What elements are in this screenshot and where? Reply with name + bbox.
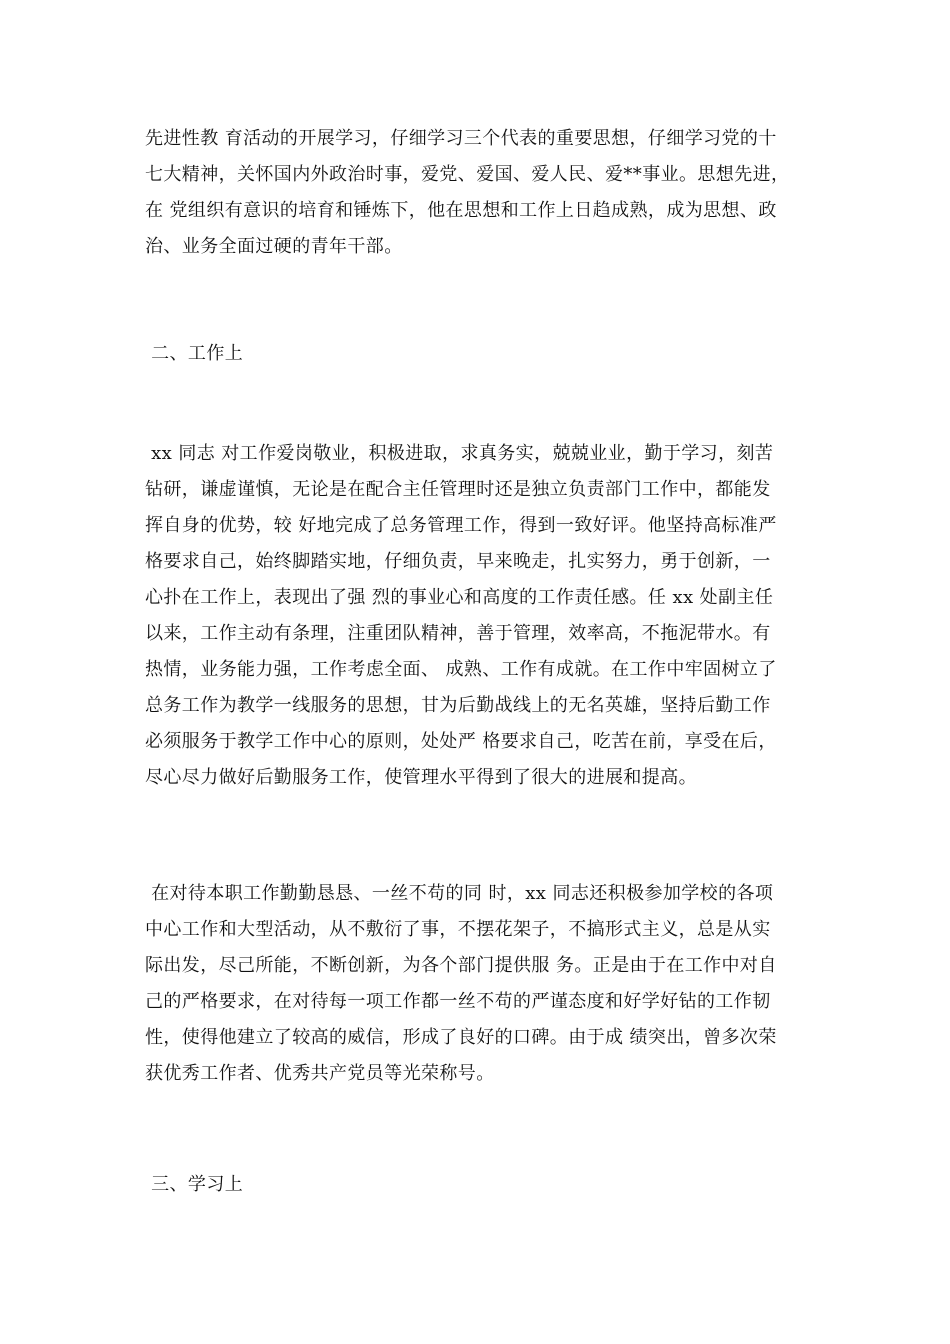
- text-line: 七大精神，关怀国内外政治时事，爱党、爱国、爱人民、爱**事业。思想先进，: [145, 164, 790, 185]
- text-line: 中心工作和大型活动，从不敷衍了事，不摆花架子，不搞形式主义，总是从实: [145, 919, 771, 940]
- text-line: 热情，业务能力强，工作考虑全面、 成熟、工作有成就。在工作中牢固树立了: [145, 659, 777, 680]
- section-heading-study: [145, 1167, 810, 1203]
- text-line: 尽心尽力做好后勤服务工作，使管理水平得到了很大的进展和提高。: [145, 767, 697, 788]
- paragraph-activities-honors: [145, 876, 810, 1092]
- text-line: 以来，工作主动有条理，注重团队精神，善于管理，效率高，不拖泥带水。有: [145, 623, 771, 644]
- text-line: 在对待本职工作勤勤恳恳、一丝不苟的同 时，xx 同志还积极参加学校的各项: [145, 883, 774, 904]
- heading-text: 二、工作上: [145, 343, 244, 364]
- text-line: 先进性教 育活动的开展学习，仔细学习三个代表的重要思想，仔细学习党的十: [145, 128, 777, 149]
- section-heading-work: [145, 336, 810, 372]
- text-line: 挥自身的优势，较 好地完成了总务管理工作，得到一致好评。他坚持高标准严: [145, 515, 777, 536]
- text-line: 钻研，谦虚谨慎，无论是在配合主任管理时还是独立负责部门工作中，都能发: [145, 479, 771, 500]
- text-line: 格要求自己，始终脚踏实地，仔细负责，早来晚走，扎实努力，勇于创新，一: [145, 551, 771, 572]
- text-line: 必须服务于教学工作中心的原则，处处严 格要求自己，吃苦在前，享受在后，: [145, 731, 777, 752]
- text-line: 总务工作为教学一线服务的思想，甘为后勤战线上的无名英雄，坚持后勤工作: [145, 695, 771, 716]
- text-line: 际出发，尽己所能，不断创新，为各个部门提供服 务。正是由于在工作中对自: [145, 955, 777, 976]
- text-line: 在 党组织有意识的培育和锤炼下，他在思想和工作上日趋成熟，成为思想、政: [145, 200, 777, 221]
- text-line: 性，使得他建立了较高的威信，形成了良好的口碑。由于成 绩突出，曾多次荣: [145, 1027, 777, 1048]
- paragraph-political-thought: [145, 121, 810, 265]
- text-line: 获优秀工作者、优秀共产党员等光荣称号。: [145, 1063, 495, 1084]
- text-line: xx 同志 对工作爱岗敬业，积极进取，求真务实，兢兢业业，勤于学习，刻苦: [145, 443, 774, 464]
- text-line: 己的严格要求，在对待每一项工作都一丝不苟的严谨态度和好学好钻的工作韧: [145, 991, 771, 1012]
- text-line: 心扑在工作上，表现出了强 烈的事业心和高度的工作责任感。任 xx 处副主任: [145, 587, 774, 608]
- heading-text: 三、学习上: [145, 1174, 244, 1195]
- text-line: 治、业务全面过硬的青年干部。: [145, 236, 403, 257]
- paragraph-work-attitude: [145, 436, 810, 796]
